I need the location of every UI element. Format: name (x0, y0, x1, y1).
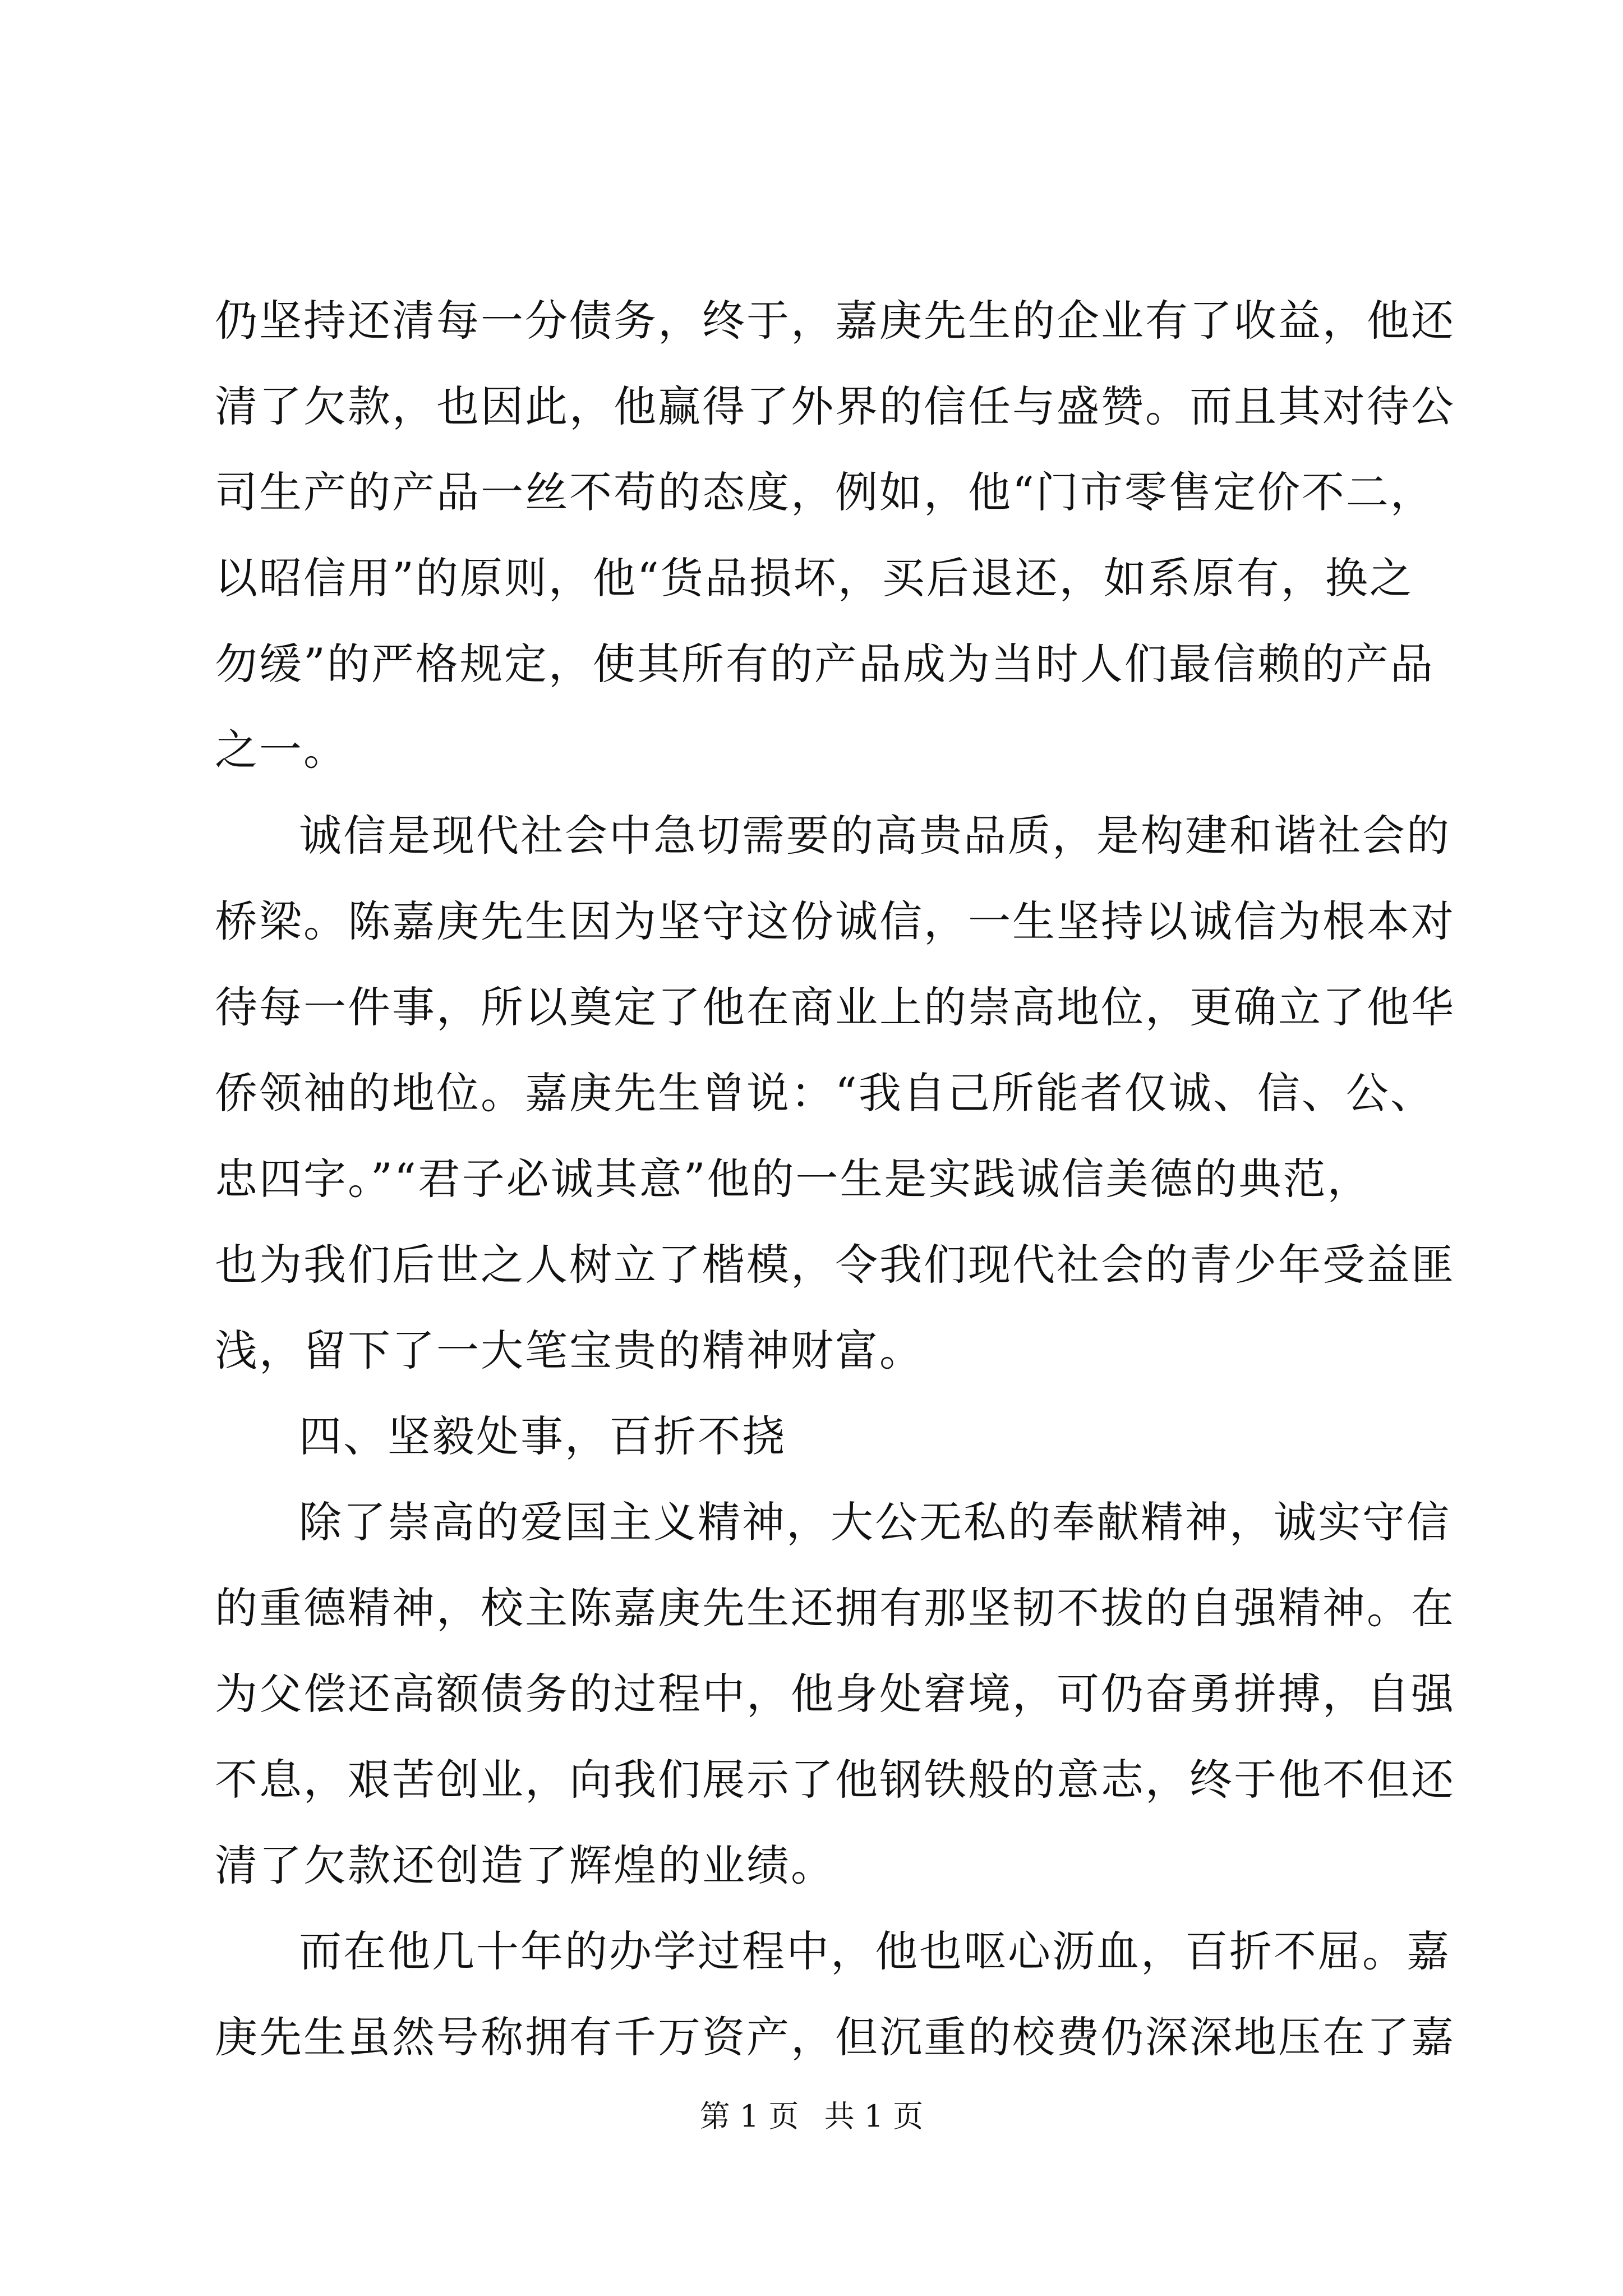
text-line: 司生产的产品一丝不苟的态度，例如，他“门市零售定价不二， (215, 467, 1435, 517)
paragraph-first-line: 除了崇高的爱国主义精神，大公无私的奉献精神，诚实守信 (299, 1497, 1451, 1547)
page-footer (0, 2097, 1623, 2136)
text-line: 以昭信用”的原则，他“货品损坏，买后退还，如系原有，换之 (215, 553, 1414, 603)
text-line: 桥梁。陈嘉庚先生因为坚守这份诚信，一生坚持以诚信为根本对 (215, 896, 1455, 946)
text-line: 为父偿还高额债务的过程中，他身处窘境，可仍奋勇拼搏，自强 (215, 1669, 1455, 1719)
text-line: 待每一件事，所以奠定了他在商业上的崇高地位，更确立了他华 (215, 982, 1455, 1032)
text-line: 勿缓”的严格规定，使其所有的产品成为当时人们最信赖的产品 (215, 639, 1435, 689)
text-line: 也为我们后世之人树立了楷模，令我们现代社会的青少年受益匪 (215, 1240, 1455, 1290)
section-heading: 四、坚毅处事，百折不挠 (299, 1411, 786, 1461)
paragraph-first-line: 诚信是现代社会中急切需要的高贵品质，是构建和谐社会的 (299, 811, 1451, 861)
text-line: 清了欠款还创造了辉煌的业绩。 (215, 1841, 835, 1890)
text-line: 忠四字。”“君子必诚其意”他的一生是实践诚信美德的典范， (215, 1154, 1372, 1204)
text-line: 清了欠款，也因此，他赢得了外界的信任与盛赞。而且其对待公 (215, 381, 1455, 431)
page-number-total: 共 1 页 (824, 2099, 924, 2134)
text-line: 的重德精神，校主陈嘉庚先生还拥有那坚韧不拔的自强精神。在 (215, 1583, 1455, 1633)
text-line: 侨领袖的地位。嘉庚先生曾说：“我自己所能者仅诚、信、公、 (215, 1068, 1435, 1118)
text-line: 不息，艰苦创业，向我们展示了他钢铁般的意志，终于他不但还 (215, 1755, 1455, 1805)
paragraph-first-line: 而在他几十年的办学过程中，他也呕心沥血，百折不屈。嘉 (299, 1926, 1451, 1976)
text-line: 庚先生虽然号称拥有千万资产，但沉重的校费仍深深地压在了嘉 (215, 2012, 1455, 2062)
text-line: 仍坚持还清每一分债务，终于，嘉庚先生的企业有了收益，他还 (215, 296, 1455, 346)
text-line: 之一。 (215, 725, 348, 775)
text-line: 浅，留下了一大笔宝贵的精神财富。 (215, 1326, 924, 1375)
page-number-current: 第 1 页 (699, 2099, 799, 2134)
document-body (215, 278, 1455, 2080)
